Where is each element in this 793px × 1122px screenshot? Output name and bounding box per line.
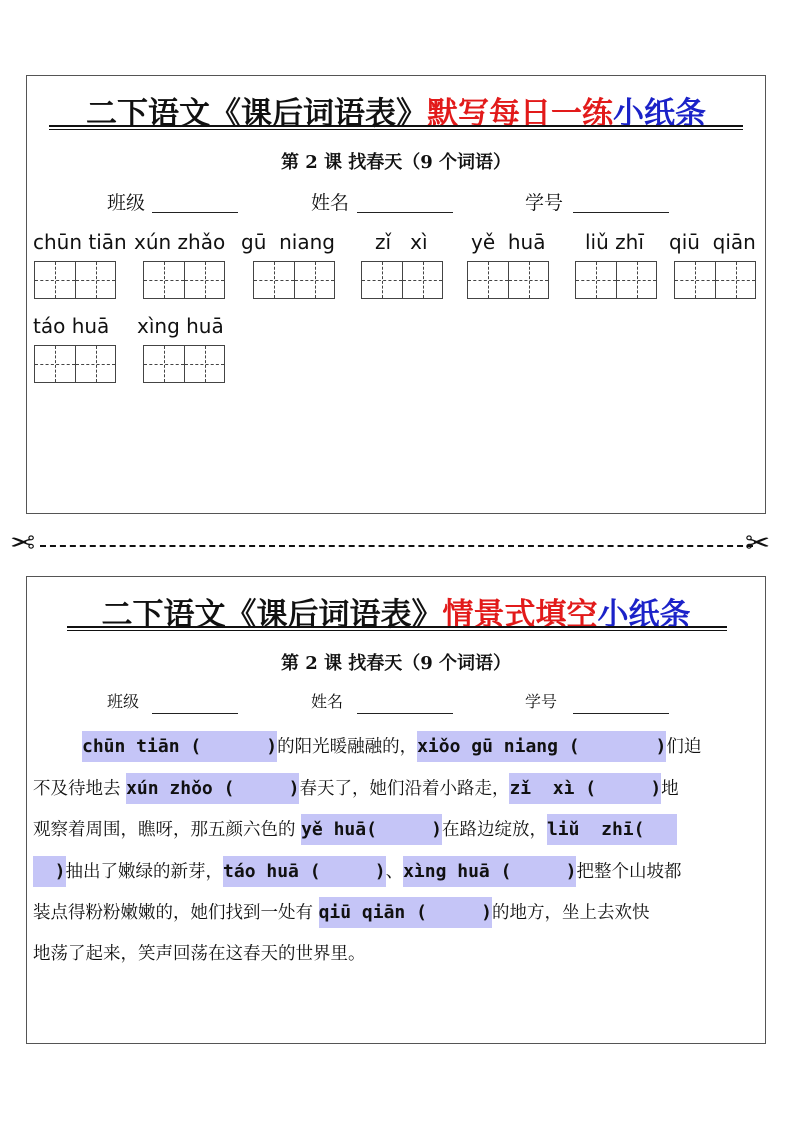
- dashed-cut-line: [40, 545, 753, 547]
- pinyin-label: liǔ zhī: [585, 230, 644, 254]
- lesson-subtitle: 第 2 课 找春天（9 个词语）: [280, 152, 512, 173]
- writing-grid[interactable]: [361, 261, 443, 299]
- passage-line: [33, 892, 649, 935]
- title-red-part: 情景式填空: [442, 597, 598, 633]
- name-label: 姓名: [311, 192, 350, 214]
- pinyin-label: yě huā: [471, 230, 546, 254]
- writing-grid[interactable]: [143, 261, 225, 299]
- scissors-icon: ✂: [10, 526, 36, 561]
- name-field[interactable]: [357, 212, 453, 213]
- passage-line: [33, 809, 677, 852]
- passage-line: [33, 768, 679, 811]
- writing-grid[interactable]: [143, 345, 225, 383]
- name-field[interactable]: [357, 713, 453, 714]
- scissors-icon: ✂: [745, 526, 771, 561]
- class-field[interactable]: [152, 212, 238, 213]
- blank-xing-hua[interactable]: xìng huā ( ): [403, 856, 576, 887]
- blank-zi-xi[interactable]: zǐ xì ( ): [509, 773, 661, 804]
- class-label: 班级: [107, 192, 146, 214]
- passage-text: 的阳光暖融融的，: [277, 737, 418, 757]
- writing-grid[interactable]: [575, 261, 657, 299]
- title-blue-part: 小纸条: [597, 597, 691, 633]
- writing-grid[interactable]: [34, 345, 116, 383]
- passage-line: [82, 726, 701, 769]
- passage-text: 在路边绽放，: [441, 820, 547, 840]
- pinyin-label: qiū qiān: [669, 230, 756, 254]
- student-id-label: 学号: [525, 692, 558, 711]
- title-blue-part: 小纸条: [613, 96, 706, 132]
- passage-text: 地荡了起来，笑声回荡在这春天的世界里。: [33, 943, 366, 964]
- pinyin-label: xìng huā: [137, 314, 224, 338]
- title-black-part: 二下语文《课后词语表》: [101, 597, 443, 633]
- passage-text: 的地方，坐上去欢快: [491, 903, 650, 923]
- blank-chun-tian[interactable]: chūn tiān ( ): [82, 731, 277, 762]
- passage-text: 、: [385, 861, 404, 882]
- passage-text: 春天了，她们沿着小路走，: [299, 778, 510, 799]
- class-label: 班级: [107, 692, 140, 711]
- writing-grid[interactable]: [674, 261, 756, 299]
- blank-liu-zhi[interactable]: liǔ zhī(: [547, 814, 677, 845]
- class-field[interactable]: [152, 713, 238, 714]
- title-underline: [49, 125, 743, 130]
- blank-xun-zhao[interactable]: xún zhǒo ( ): [126, 773, 299, 804]
- title-underline: [67, 626, 727, 631]
- title-black-part: 二下语文《课后词语表》: [86, 96, 427, 132]
- passage-text: 地: [661, 778, 679, 799]
- blank-xiao-gu-niang[interactable]: xiǒo gū niang ( ): [417, 731, 666, 762]
- lesson-subtitle: 第 2 课 找春天（9 个词语）: [280, 653, 512, 674]
- passage-text: 们迫: [666, 737, 702, 757]
- passage-text: 观察着周围，瞧呀，那五颜六色的: [33, 820, 302, 840]
- passage-line: [33, 851, 681, 894]
- writing-grid[interactable]: [467, 261, 549, 299]
- pinyin-label: chūn tiān: [33, 230, 127, 254]
- pinyin-label: zǐ xì: [375, 230, 428, 254]
- blank-ye-hua[interactable]: yě huā( ): [301, 814, 442, 845]
- student-id-field[interactable]: [573, 212, 669, 213]
- writing-grid[interactable]: [253, 261, 335, 299]
- pinyin-label: táo huā: [33, 314, 110, 338]
- passage-line: [33, 934, 366, 976]
- blank-tao-hua[interactable]: táo huā ( ): [223, 856, 386, 887]
- passage-text: 不及待地去: [33, 778, 127, 799]
- pinyin-label: gū niang: [241, 230, 335, 254]
- writing-grid[interactable]: [34, 261, 116, 299]
- blank-liu-zhi-cont[interactable]: ): [33, 856, 66, 887]
- title-red-part: 默写每日一练: [427, 96, 613, 132]
- passage-text: 装点得粉粉嫩嫩的，她们找到一处有: [33, 903, 319, 923]
- dictation-panel: [26, 75, 766, 514]
- name-label: 姓名: [311, 692, 344, 711]
- passage-text: 抽出了嫩绿的新芽，: [65, 861, 224, 882]
- pinyin-label: xún zhǎo: [134, 230, 226, 254]
- student-id-label: 学号: [525, 192, 564, 214]
- student-id-field[interactable]: [573, 713, 669, 714]
- blank-qiu-qian[interactable]: qiū qiān ( ): [319, 897, 492, 928]
- passage-text: 把整个山坡都: [576, 861, 682, 882]
